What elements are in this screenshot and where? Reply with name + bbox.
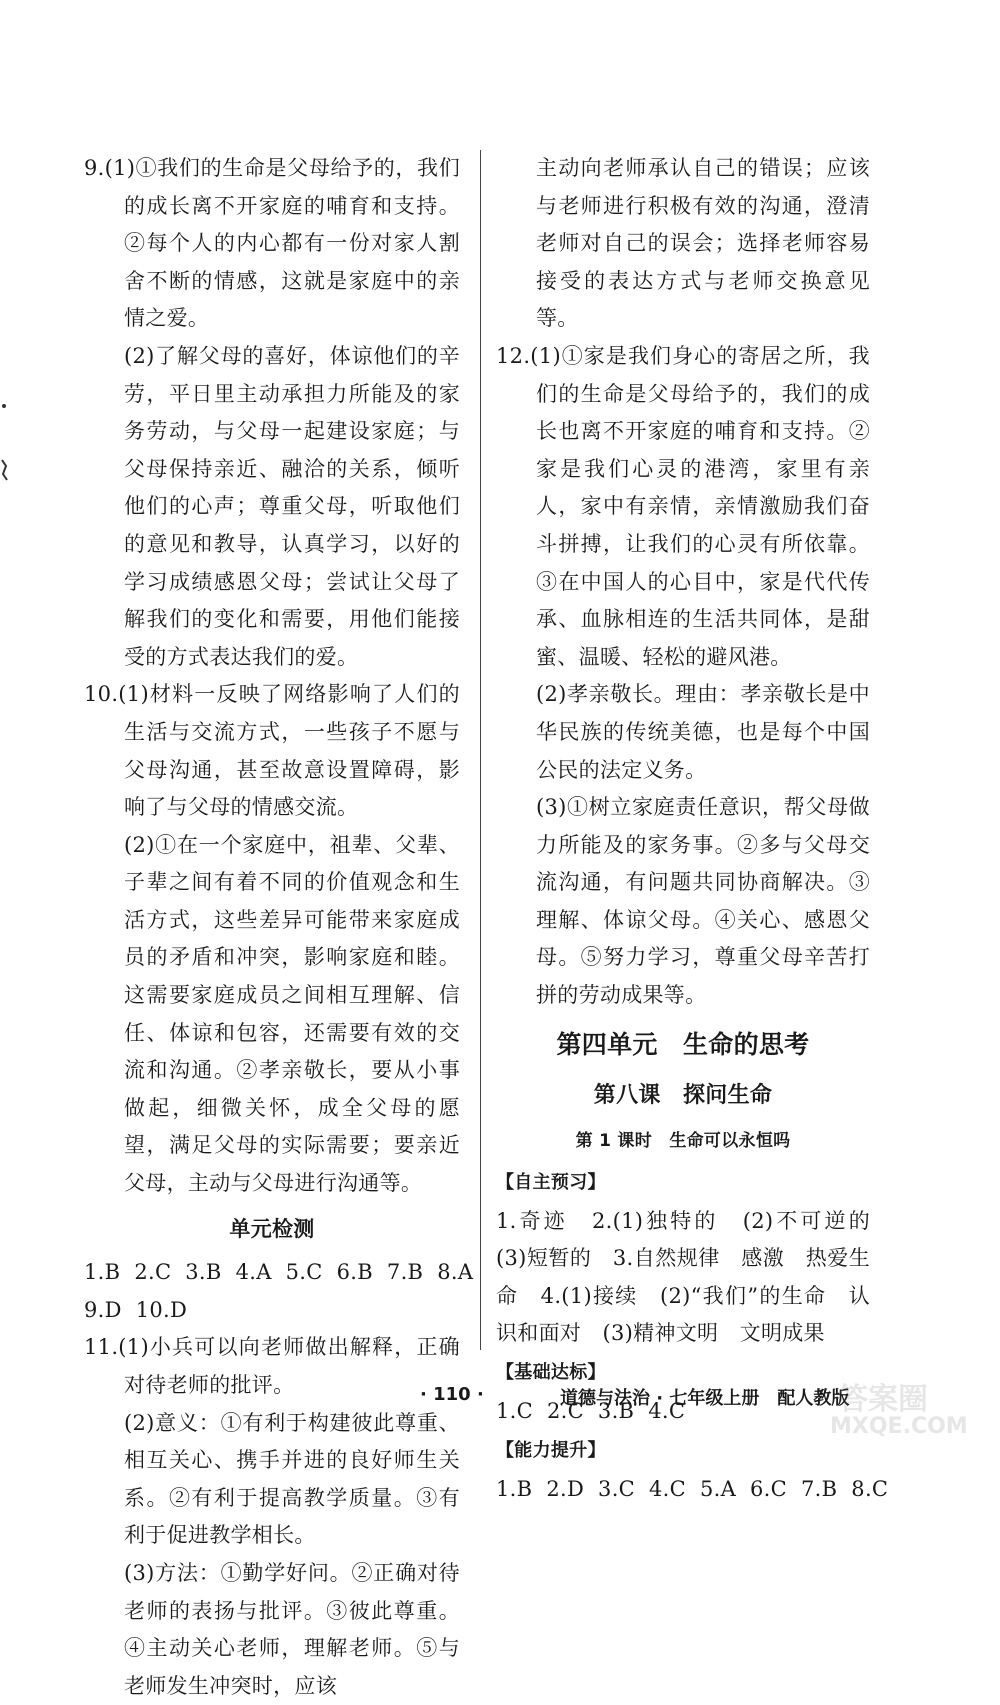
left-column xyxy=(84,150,474,1705)
watermark-url: MXQE.COM xyxy=(830,1414,968,1439)
page-number: · 110 · xyxy=(420,1384,484,1405)
scan-mark xyxy=(0,400,12,490)
section-basic: 【基础达标】 xyxy=(496,1362,606,1384)
q12-part1: 12.(1)①家是我们身心的寄居之所，我们的生命是父母给予的，我们的成长也离不开家庭的哺育和支持。②家是我们心灵的港湾，家里有亲人，家中有亲情，亲情激励我们奋斗拼搏，让我们的心灵有所依靠。③在中国人的心目中，家是代代传承、血脉相连的生活共同体，是甜蜜、温暖、轻松的避风港。 xyxy=(496,343,870,669)
q9-part1: 9.(1)①我们的生命是父母给予的，我们的成长离不开家庭的哺育和支持。②每个人的内心都有一份对家人割舍不断的情感，这就是家庭中的亲情之爱。 xyxy=(84,156,460,331)
column-divider xyxy=(480,150,481,1350)
q9-part2: (2)了解父母的喜好，体谅他们的辛劳，平日里主动承担力所能及的家务劳动，与父母一起建设家庭；与父母保持亲近、融洽的关系，倾听他们的心声；尊重父母，听取他们的意见和教导，认真学习，以好的学习成绩感恩父母；尝试让父母了解我们的变化和需要，用他们能接受的方式表达我们的爱。 xyxy=(124,343,460,669)
q10-part1: 10.(1)材料一反映了网络影响了人们的生活与交流方式，一些孩子不愿与父母沟通，甚至故意设置障碍，影响了与父母的情感交流。 xyxy=(84,682,460,820)
lesson-heading: 第八课 探问生命 xyxy=(593,1082,773,1108)
watermark-top: 答案圈 xyxy=(838,1382,928,1417)
book-title: 道德与法治 · 七年级上册 配人教版 xyxy=(560,1388,850,1409)
watermark-logo xyxy=(818,1372,988,1447)
q11-part2: (2)意义：①有利于构建彼此尊重、相互关心、携手并进的良好师生关系。②有利于提高教学质量。③有利于促进教学相长。 xyxy=(124,1410,460,1548)
q12-part2: (2)孝亲敬长。理由：孝亲敬长是中华民族的传统美德，也是每个中国公民的法定义务。 xyxy=(536,682,870,782)
answers-line-1: 1.B 2.C 3.B 4.A 5.C 6.B 7.B 8.A xyxy=(84,1260,474,1285)
unit-test-title: 单元检测 xyxy=(229,1216,315,1241)
answers-line-2: 9.D 10.D xyxy=(84,1297,188,1322)
q10-part2: (2)①在一个家庭中，祖辈、父辈、子辈之间有着不同的价值观念和生活方式，这些差异可能带来家庭成员的矛盾和冲突，影响家庭和睦。这需要家庭成员之间相互理解、信任、体谅和包容，还需要有效的交流和沟通。②孝亲敬长，要从小事做起，细微关怀，成全父母的愿望，满足父母的实际需要；要亲近父母，主动与父母进行沟通等。 xyxy=(124,832,460,1196)
q11-part1: 11.(1)小兵可以向老师做出解释，正确对待老师的批评。 xyxy=(84,1335,460,1397)
preview-answers: 1.奇迹 2.(1)独特的 (2)不可逆的 (3)短暂的 3.自然规律 感激 热爱生命 4.(1)接续 (2)“我们”的生命 认识和面对 (3)精神文明 文明成果 xyxy=(496,1208,892,1346)
section-ability: 【能力提升】 xyxy=(496,1439,606,1461)
section-preview: 【自主预习】 xyxy=(496,1171,606,1193)
q11-continued: 主动向老师承认自己的错误；应该与老师进行积极有效的沟通，澄清老师对自己的误会；选择老师容易接受的表达方式与老师交换意见等。 xyxy=(536,156,870,331)
basic-answers: 1.C 2.C 3.B 4.C xyxy=(496,1399,686,1424)
unit-heading: 第四单元 生命的思考 xyxy=(556,1029,810,1059)
q12-part3: (3)①树立家庭责任意识，帮父母做力所能及的家务事。②多与父母交流沟通，有问题共同协商解决。③理解、体谅父母。④关心、感恩父母。⑤努力学习，尊重父母辛苦打拼的劳动成果等。 xyxy=(536,795,870,1008)
q11-part3: (3)方法：①勤学好问。②正确对待老师的表扬与批评。③彼此尊重。④主动关心老师，理解老师。⑤与老师发生冲突时，应该 xyxy=(124,1560,460,1698)
ability-answers: 1.B 2.D 3.C 4.C 5.A 6.C 7.B 8.C xyxy=(496,1476,889,1501)
period-heading: 第 1 课时 生命可以永恒吗 xyxy=(575,1130,791,1151)
